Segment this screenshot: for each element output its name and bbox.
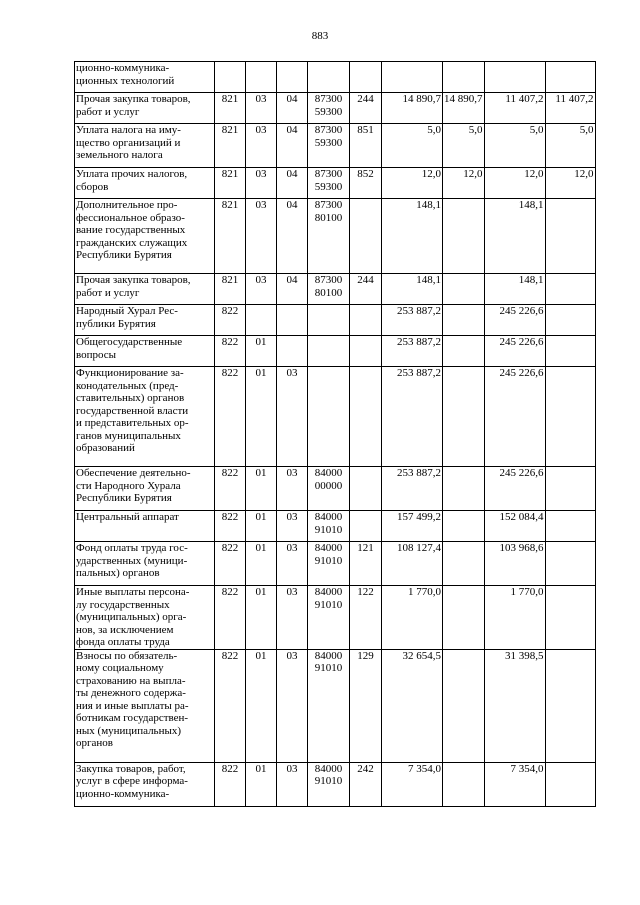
cell-value-3: 7 354,0 — [484, 762, 545, 806]
cell-value-1: 253 887,2 — [382, 467, 443, 511]
name-line: Иные выплаты персона- — [76, 586, 190, 598]
cell-value-1: 108 127,4 — [382, 542, 443, 586]
name-line: Обеспечение деятельно- — [76, 467, 191, 479]
cell-csr — [308, 168, 350, 199]
cell-value-4 — [545, 367, 595, 467]
cell-value-4 — [545, 762, 595, 806]
cell-rz: 03 — [246, 199, 277, 274]
page-number: 883 — [311, 30, 329, 42]
cell-csr — [308, 274, 350, 305]
cell-pr: 03 — [277, 542, 308, 586]
cell-value-3: 103 968,6 — [484, 542, 545, 586]
name-line: работ и услуг — [76, 105, 140, 118]
name-line: пальных) органов — [76, 567, 160, 579]
cell-glava: 822 — [215, 511, 246, 542]
csr-line: 91010 — [314, 554, 343, 567]
cell-csr — [308, 511, 350, 542]
name-line: ганов муниципальных — [76, 429, 181, 442]
cell-value-1: 253 887,2 — [382, 305, 443, 336]
csr-line: 87300 — [314, 93, 343, 105]
csr-line: 87300 — [314, 199, 343, 211]
cell-pr: 04 — [277, 199, 308, 274]
csr-line: 80100 — [314, 211, 343, 224]
cell-value-4: 5,0 — [545, 124, 595, 168]
table-row — [75, 467, 596, 511]
name-line: ты денежного содержа- — [76, 687, 186, 699]
cell-value-2 — [443, 467, 485, 511]
csr-line: 84000 — [314, 649, 343, 662]
table-row — [75, 93, 596, 124]
cell-name — [75, 467, 215, 511]
name-line: ния и иные выплаты ра- — [76, 699, 189, 712]
table-row — [75, 542, 596, 586]
cell-vr — [350, 367, 382, 467]
cell-glava: 822 — [215, 336, 246, 367]
cell-glava: 821 — [215, 199, 246, 274]
name-line: вание государственных — [76, 224, 186, 236]
cell-vr: 121 — [350, 542, 382, 586]
name-line: ционных технологий — [76, 74, 175, 87]
name-line: Прочая закупка товаров, — [76, 274, 191, 286]
name-line: щество организаций и — [76, 136, 181, 149]
csr-line: 59300 — [314, 136, 343, 149]
cell-csr — [308, 62, 350, 93]
csr-line: 84000 — [314, 586, 343, 598]
cell-pr — [277, 62, 308, 93]
cell-vr — [350, 336, 382, 367]
cell-value-2 — [443, 762, 485, 806]
cell-value-4: 12,0 — [545, 168, 595, 199]
cell-vr — [350, 467, 382, 511]
csr-line: 87300 — [314, 168, 343, 180]
table-row — [75, 336, 596, 367]
name-line: Прочая закупка товаров, — [76, 93, 191, 105]
cell-value-2 — [443, 305, 485, 336]
cell-name — [75, 124, 215, 168]
cell-name — [75, 367, 215, 467]
cell-value-4 — [545, 199, 595, 274]
cell-pr — [277, 336, 308, 367]
table-body — [75, 62, 596, 807]
cell-value-4 — [545, 336, 595, 367]
cell-value-3: 152 084,4 — [484, 511, 545, 542]
cell-vr: 129 — [350, 649, 382, 762]
cell-value-4 — [545, 586, 595, 650]
name-line: вопросы — [76, 348, 117, 361]
cell-csr — [308, 649, 350, 762]
cell-name — [75, 274, 215, 305]
cell-value-1: 148,1 — [382, 274, 443, 305]
table-row — [75, 124, 596, 168]
csr-line: 59300 — [314, 105, 343, 118]
cell-vr — [350, 305, 382, 336]
cell-name — [75, 305, 215, 336]
cell-value-1: 253 887,2 — [382, 367, 443, 467]
name-line: Закупка товаров, работ, — [76, 762, 186, 775]
cell-glava: 821 — [215, 274, 246, 305]
cell-value-2 — [443, 336, 485, 367]
cell-pr: 04 — [277, 168, 308, 199]
name-line: страхованию на выпла- — [76, 674, 186, 687]
cell-rz: 01 — [246, 586, 277, 650]
name-line: фессиональное образо- — [76, 211, 185, 224]
name-line: ному социальному — [76, 662, 164, 674]
budget-table — [74, 61, 596, 807]
cell-value-3 — [484, 62, 545, 93]
csr-line: 00000 — [314, 479, 343, 492]
cell-glava: 822 — [215, 649, 246, 762]
cell-value-4 — [545, 511, 595, 542]
cell-value-3: 245 226,6 — [484, 305, 545, 336]
cell-name — [75, 586, 215, 650]
cell-value-1: 32 654,5 — [382, 649, 443, 762]
csr-line: 59300 — [314, 180, 343, 193]
cell-value-3: 1 770,0 — [484, 586, 545, 650]
table-row — [75, 168, 596, 199]
cell-pr: 03 — [277, 649, 308, 762]
csr-line: 91010 — [314, 523, 343, 536]
cell-value-1: 14 890,7 — [382, 93, 443, 124]
cell-rz: 01 — [246, 762, 277, 806]
name-line: Республики Бурятия — [76, 249, 172, 261]
cell-value-4 — [545, 305, 595, 336]
cell-csr — [308, 762, 350, 806]
cell-glava: 822 — [215, 367, 246, 467]
name-line: образований — [76, 442, 135, 454]
cell-rz: 01 — [246, 511, 277, 542]
name-line: Уплата налога на иму- — [76, 124, 181, 136]
cell-value-4 — [545, 274, 595, 305]
name-line: Дополнительное про- — [76, 199, 178, 211]
name-line: Взносы по обязатель- — [76, 649, 178, 662]
name-line: ных (муниципальных) — [76, 724, 182, 737]
csr-line: 87300 — [314, 124, 343, 136]
name-line: государственной власти — [76, 404, 189, 417]
cell-value-3: 11 407,2 — [484, 93, 545, 124]
csr-line: 87300 — [314, 274, 343, 286]
cell-glava: 822 — [215, 305, 246, 336]
cell-value-2 — [443, 511, 485, 542]
cell-name — [75, 511, 215, 542]
cell-csr — [308, 199, 350, 274]
cell-csr — [308, 586, 350, 650]
name-line: органов — [76, 737, 113, 749]
name-line: конодательных (пред- — [76, 379, 179, 392]
csr-line: 80100 — [314, 286, 343, 299]
cell-value-1: 148,1 — [382, 199, 443, 274]
cell-csr — [308, 336, 350, 367]
name-line: работ и услуг — [76, 286, 140, 299]
table-row — [75, 199, 596, 274]
cell-rz: 03 — [246, 274, 277, 305]
cell-value-1: 7 354,0 — [382, 762, 443, 806]
name-line: ционно-коммуника- — [76, 62, 170, 74]
cell-rz: 01 — [246, 467, 277, 511]
cell-value-4 — [545, 62, 595, 93]
cell-name — [75, 168, 215, 199]
name-line: ударственных (муници- — [76, 554, 188, 567]
name-line: лу государственных — [76, 598, 170, 611]
cell-name — [75, 542, 215, 586]
cell-value-3: 245 226,6 — [484, 367, 545, 467]
cell-vr — [350, 62, 382, 93]
csr-line: 84000 — [314, 511, 343, 523]
cell-value-3: 245 226,6 — [484, 467, 545, 511]
name-line: нов, за исключением — [76, 623, 174, 636]
cell-csr — [308, 542, 350, 586]
cell-glava: 821 — [215, 124, 246, 168]
cell-name — [75, 336, 215, 367]
csr-line: 84000 — [314, 762, 343, 775]
cell-value-2 — [443, 586, 485, 650]
name-line: ционно-коммуника- — [76, 787, 170, 800]
cell-vr: 242 — [350, 762, 382, 806]
cell-value-2 — [443, 367, 485, 467]
cell-rz: 03 — [246, 124, 277, 168]
csr-line: 91010 — [314, 775, 343, 787]
table-row — [75, 274, 596, 305]
cell-rz: 01 — [246, 649, 277, 762]
cell-value-4: 11 407,2 — [545, 93, 595, 124]
name-line: Фонд оплаты труда гос- — [76, 542, 188, 554]
cell-vr — [350, 511, 382, 542]
cell-value-4 — [545, 542, 595, 586]
table-row — [75, 649, 596, 762]
csr-line: 84000 — [314, 542, 343, 554]
cell-csr — [308, 124, 350, 168]
name-line: фонда оплаты труда — [76, 636, 170, 648]
cell-rz: 01 — [246, 336, 277, 367]
name-line: Республики Бурятия — [76, 492, 172, 504]
cell-value-4 — [545, 649, 595, 762]
cell-rz: 03 — [246, 93, 277, 124]
cell-value-3: 148,1 — [484, 199, 545, 274]
name-line: Общегосударственные — [76, 336, 183, 348]
cell-pr: 04 — [277, 93, 308, 124]
table-row — [75, 762, 596, 806]
cell-glava: 822 — [215, 762, 246, 806]
cell-value-2 — [443, 542, 485, 586]
cell-value-2: 14 890,7 — [443, 93, 485, 124]
cell-value-1: 5,0 — [382, 124, 443, 168]
cell-pr: 03 — [277, 511, 308, 542]
cell-csr — [308, 467, 350, 511]
cell-rz — [246, 305, 277, 336]
cell-glava: 822 — [215, 467, 246, 511]
cell-pr — [277, 305, 308, 336]
table-row — [75, 305, 596, 336]
table-row — [75, 62, 596, 93]
cell-glava: 822 — [215, 586, 246, 650]
name-line: ботникам государствен- — [76, 712, 189, 724]
cell-rz: 01 — [246, 542, 277, 586]
cell-value-3: 5,0 — [484, 124, 545, 168]
cell-value-2 — [443, 274, 485, 305]
cell-glava: 822 — [215, 542, 246, 586]
cell-value-1: 12,0 — [382, 168, 443, 199]
cell-vr: 852 — [350, 168, 382, 199]
name-line: Функционирование за- — [76, 367, 184, 379]
cell-value-4 — [545, 467, 595, 511]
cell-rz — [246, 62, 277, 93]
cell-name — [75, 762, 215, 806]
cell-value-1: 253 887,2 — [382, 336, 443, 367]
cell-glava: 821 — [215, 168, 246, 199]
cell-pr: 04 — [277, 124, 308, 168]
cell-value-2 — [443, 62, 485, 93]
cell-value-2: 5,0 — [443, 124, 485, 168]
name-line: Уплата прочих налогов, — [76, 168, 188, 180]
cell-glava — [215, 62, 246, 93]
csr-line: 91010 — [314, 662, 343, 674]
cell-value-3: 31 398,5 — [484, 649, 545, 762]
cell-rz: 03 — [246, 168, 277, 199]
cell-vr: 244 — [350, 93, 382, 124]
cell-value-3: 12,0 — [484, 168, 545, 199]
cell-vr: 851 — [350, 124, 382, 168]
name-line: Центральный аппарат — [76, 511, 179, 523]
cell-name — [75, 199, 215, 274]
csr-line: 84000 — [314, 467, 343, 479]
cell-pr: 03 — [277, 367, 308, 467]
cell-value-3: 148,1 — [484, 274, 545, 305]
cell-name — [75, 62, 215, 93]
cell-rz: 01 — [246, 367, 277, 467]
table-row — [75, 511, 596, 542]
cell-pr: 03 — [277, 762, 308, 806]
name-line: и представительных ор- — [76, 417, 189, 429]
cell-csr — [308, 367, 350, 467]
name-line: сти Народного Хурала — [76, 479, 181, 492]
cell-value-3: 245 226,6 — [484, 336, 545, 367]
name-line: Народный Хурал Рес- — [76, 305, 178, 317]
cell-value-1: 157 499,2 — [382, 511, 443, 542]
name-line: сборов — [76, 180, 109, 193]
cell-csr — [308, 93, 350, 124]
name-line: публики Бурятия — [76, 317, 156, 330]
name-line: земельного налога — [76, 149, 163, 161]
cell-pr: 03 — [277, 467, 308, 511]
cell-value-1 — [382, 62, 443, 93]
table-row — [75, 586, 596, 650]
table-row — [75, 367, 596, 467]
cell-vr: 122 — [350, 586, 382, 650]
cell-vr: 244 — [350, 274, 382, 305]
cell-pr: 03 — [277, 586, 308, 650]
cell-glava: 821 — [215, 93, 246, 124]
cell-value-2: 12,0 — [443, 168, 485, 199]
cell-vr — [350, 199, 382, 274]
name-line: ставительных) органов — [76, 392, 185, 404]
cell-name — [75, 93, 215, 124]
name-line: услуг в сфере информа- — [76, 775, 188, 787]
cell-value-1: 1 770,0 — [382, 586, 443, 650]
cell-value-2 — [443, 649, 485, 762]
name-line: (муниципальных) орга- — [76, 611, 187, 623]
name-line: гражданских служащих — [76, 236, 188, 249]
cell-name — [75, 649, 215, 762]
cell-value-2 — [443, 199, 485, 274]
cell-pr: 04 — [277, 274, 308, 305]
cell-csr — [308, 305, 350, 336]
csr-line: 91010 — [314, 598, 343, 611]
